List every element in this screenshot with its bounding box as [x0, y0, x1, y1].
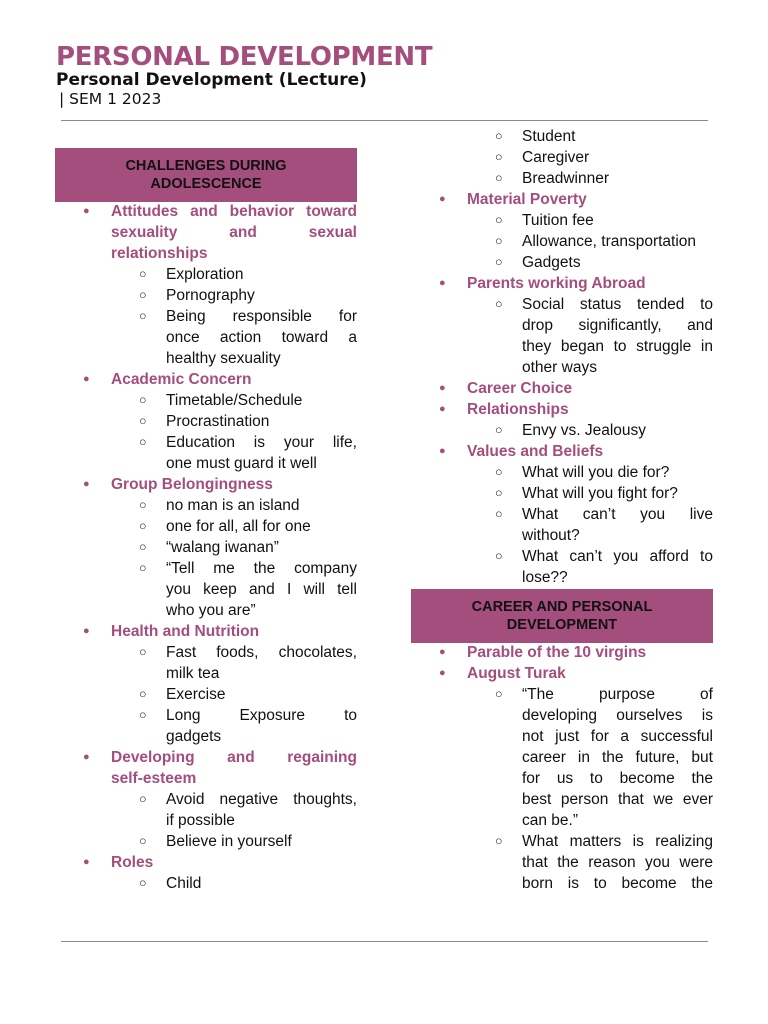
sub-bullet-marker-icon: ○	[495, 507, 503, 521]
word: ever	[682, 791, 713, 808]
sub-bullet-marker-icon: ○	[139, 834, 147, 848]
word: status	[579, 296, 622, 313]
word: is	[253, 434, 265, 451]
item-live-without	[522, 504, 713, 525]
item-tell-me-cont: who you are”	[166, 602, 256, 619]
word: you	[166, 581, 191, 598]
item-turak-quote-cont	[522, 705, 713, 726]
bullet-marker-icon: ●	[439, 382, 446, 394]
word: we	[653, 791, 674, 808]
word: that	[617, 791, 644, 808]
word: us	[556, 770, 574, 787]
item-fight-for: What will you fight for?	[522, 485, 678, 502]
word: they	[522, 338, 552, 355]
word: significantly,	[578, 317, 662, 334]
word: realizing	[655, 833, 713, 850]
item-what-matters	[522, 831, 713, 852]
word: successful	[640, 728, 713, 745]
topic-august-turak: August Turak	[467, 665, 566, 682]
sub-bullet-marker-icon: ○	[495, 687, 503, 701]
word: but	[691, 749, 713, 766]
item-responsible-cont: healthy sexuality	[166, 350, 281, 367]
section-header	[55, 148, 357, 202]
word: action	[219, 329, 262, 346]
item-turak-quote	[522, 684, 713, 705]
item-die-for: What will you die for?	[522, 464, 670, 481]
word: the	[253, 560, 276, 577]
word: Being	[166, 308, 206, 325]
word: struggle	[636, 338, 692, 355]
sub-bullet-marker-icon: ○	[139, 687, 147, 701]
word: What	[522, 548, 559, 565]
word: keep	[203, 581, 237, 598]
word: life,	[332, 434, 357, 451]
item-caregiver: Caregiver	[522, 149, 590, 166]
word: purpose	[598, 686, 655, 703]
word: to	[589, 770, 603, 787]
word: foods,	[216, 644, 259, 661]
document-title: PERSONAL DEVELOPMENT	[56, 42, 433, 72]
section-header-line: CHALLENGES DURING	[125, 158, 287, 174]
word: and	[227, 749, 255, 766]
word: drop	[522, 317, 554, 334]
topic-relationships: Relationships	[467, 401, 569, 418]
sub-bullet-marker-icon: ○	[495, 465, 503, 479]
word: responsible	[232, 308, 312, 325]
sub-bullet-marker-icon: ○	[139, 288, 147, 302]
word: toward	[281, 329, 329, 346]
word: can’t	[582, 506, 616, 523]
word: were	[679, 854, 713, 871]
word: to	[700, 296, 713, 313]
item-one-for-all: one for all, all for one	[166, 518, 311, 535]
word: afford	[649, 548, 689, 565]
word: matters	[569, 833, 622, 850]
sub-bullet-marker-icon: ○	[139, 792, 147, 806]
word: Avoid	[166, 791, 205, 808]
item-turak-quote-cont	[522, 789, 713, 810]
word: best	[522, 791, 552, 808]
left-column	[55, 0, 357, 1024]
sub-bullet-marker-icon: ○	[495, 423, 503, 437]
word: future,	[635, 749, 680, 766]
sub-bullet-marker-icon: ○	[495, 234, 503, 248]
topic-career-choice: Career Choice	[467, 380, 573, 397]
word: sexuality	[111, 224, 178, 241]
bullet-marker-icon: ●	[439, 646, 446, 658]
sub-bullet-marker-icon: ○	[139, 519, 147, 533]
word: is	[632, 833, 644, 850]
item-believe: Believe in yourself	[166, 833, 292, 850]
word: you	[645, 854, 670, 871]
topic-roles: Roles	[111, 854, 154, 871]
word: become	[621, 875, 677, 892]
topic-attitudes-cont	[111, 222, 357, 243]
item-breadwinner: Breadwinner	[522, 170, 610, 187]
item-exploration: Exploration	[166, 266, 244, 283]
item-allowance: Allowance, transportation	[522, 233, 697, 250]
word: negative	[219, 791, 279, 808]
word: of	[700, 686, 713, 703]
item-education	[166, 432, 357, 453]
word: a	[620, 728, 630, 745]
item-afford-to-lose-cont: lose??	[522, 569, 568, 586]
word: Education	[166, 434, 235, 451]
topic-group-belongingness: Group Belongingness	[111, 476, 273, 493]
sub-bullet-marker-icon: ○	[495, 129, 503, 143]
word: your	[283, 434, 314, 451]
sub-bullet-marker-icon: ○	[139, 498, 147, 512]
topic-health-nutrition: Health and Nutrition	[111, 623, 260, 640]
word: “The	[522, 686, 554, 703]
word: to	[613, 338, 627, 355]
topic-values-beliefs: Values and Beliefs	[467, 443, 604, 460]
document-subtitle: Personal Development (Lecture)	[56, 70, 367, 90]
sub-bullet-marker-icon: ○	[495, 297, 503, 311]
word: Attitudes	[111, 203, 179, 220]
word: chocolates,	[278, 644, 357, 661]
bullet-marker-icon: ●	[83, 751, 90, 763]
sub-bullet-marker-icon: ○	[139, 540, 147, 554]
sub-bullet-marker-icon: ○	[139, 309, 147, 323]
bullet-marker-icon: ●	[439, 193, 446, 205]
word: reason	[588, 854, 636, 871]
item-fast-foods	[166, 642, 357, 663]
item-tell-me	[166, 558, 357, 579]
item-live-without-cont: without?	[522, 527, 580, 544]
sub-bullet-marker-icon: ○	[495, 213, 503, 227]
item-afford-to-lose	[522, 546, 713, 567]
word: in	[577, 749, 590, 766]
bullet-marker-icon: ●	[83, 856, 90, 868]
item-exercise: Exercise	[166, 686, 226, 703]
item-pornography: Pornography	[166, 287, 255, 304]
topic-attitudes-cont: relationships	[111, 245, 208, 262]
word: sexual	[308, 224, 357, 241]
item-social-status	[522, 294, 713, 315]
item-gadgets: Gadgets	[522, 254, 581, 271]
word: What	[522, 833, 559, 850]
word: Social	[522, 296, 565, 313]
sub-bullet-marker-icon: ○	[495, 255, 503, 269]
word: you	[640, 506, 666, 523]
item-exposure	[166, 705, 357, 726]
sub-bullet-marker-icon: ○	[139, 393, 147, 407]
right-column	[411, 0, 713, 1024]
item-social-status-cont: other ways	[522, 359, 597, 376]
section-header-line: ADOLESCENCE	[150, 176, 262, 192]
sub-bullet-marker-icon: ○	[495, 171, 503, 185]
word: and	[248, 581, 275, 598]
sub-bullet-marker-icon: ○	[139, 561, 147, 575]
item-what-matters-cont	[522, 852, 713, 873]
word: you	[613, 548, 639, 565]
sub-bullet-marker-icon: ○	[139, 435, 147, 449]
word: career	[522, 749, 566, 766]
word: Exposure	[239, 707, 306, 724]
footer-divider	[61, 941, 708, 942]
item-responsible-cont	[166, 327, 357, 348]
bullet-marker-icon: ●	[83, 625, 90, 637]
topic-material-poverty: Material Poverty	[467, 191, 587, 208]
sub-bullet-marker-icon: ○	[495, 834, 503, 848]
word: thoughts,	[293, 791, 357, 808]
word: regaining	[287, 749, 357, 766]
word: and	[687, 317, 713, 334]
word: that	[522, 854, 548, 871]
bullet-marker-icon: ●	[439, 667, 446, 679]
word: “Tell	[166, 560, 195, 577]
item-tuition: Tuition fee	[522, 212, 594, 229]
item-exposure-cont: gadgets	[166, 728, 222, 745]
item-social-status-cont	[522, 336, 713, 357]
item-fast-foods-cont: milk tea	[166, 665, 220, 682]
item-turak-quote-cont	[522, 726, 713, 747]
section-header	[411, 589, 713, 643]
item-turak-quote-cont	[522, 747, 713, 768]
word: I	[286, 581, 292, 598]
topic-attitudes	[111, 201, 357, 222]
semester-label: | SEM 1 2023	[59, 90, 162, 108]
word: tended	[636, 296, 685, 313]
section-header-line: DEVELOPMENT	[506, 617, 618, 633]
section-header-line: CAREER AND PERSONAL	[471, 599, 653, 615]
word: developing	[522, 707, 597, 724]
item-turak-quote-cont	[522, 768, 713, 789]
word: the	[557, 854, 579, 871]
word: tell	[337, 581, 357, 598]
item-procrastination: Procrastination	[166, 413, 270, 430]
word: person	[560, 791, 609, 808]
word: will	[303, 581, 325, 598]
word: company	[294, 560, 357, 577]
item-what-matters-cont	[522, 873, 713, 894]
word: just	[555, 728, 580, 745]
item-avoid-negative	[166, 789, 357, 810]
item-child: Child	[166, 875, 202, 892]
item-envy-jealousy: Envy vs. Jealousy	[522, 422, 647, 439]
word: and	[190, 203, 218, 220]
sub-bullet-marker-icon: ○	[139, 708, 147, 722]
topic-parable: Parable of the 10 virgins	[467, 644, 647, 661]
sub-bullet-marker-icon: ○	[495, 150, 503, 164]
word: toward	[306, 203, 357, 220]
word: the	[601, 749, 624, 766]
word: Fast	[166, 644, 197, 661]
sub-bullet-marker-icon: ○	[495, 486, 503, 500]
bullet-marker-icon: ●	[83, 373, 90, 385]
word: to	[593, 875, 607, 892]
item-walang-iwanan: “walang iwanan”	[166, 539, 279, 556]
topic-self-esteem	[111, 747, 357, 768]
item-student: Student	[522, 128, 576, 145]
item-responsible	[166, 306, 357, 327]
word: born	[522, 875, 554, 892]
word: the	[691, 875, 713, 892]
item-island: no man is an island	[166, 497, 300, 514]
item-social-status-cont	[522, 315, 713, 336]
item-education-cont: one must guard it well	[166, 455, 317, 472]
topic-self-esteem-cont: self-esteem	[111, 770, 197, 787]
word: live	[689, 506, 713, 523]
item-avoid-negative-cont: if possible	[166, 812, 235, 829]
bullet-marker-icon: ●	[439, 277, 446, 289]
word: once	[166, 329, 200, 346]
word: for	[338, 308, 357, 325]
word: for	[590, 728, 609, 745]
sub-bullet-marker-icon: ○	[495, 549, 503, 563]
word: behavior	[229, 203, 295, 220]
sub-bullet-marker-icon: ○	[139, 645, 147, 659]
bullet-marker-icon: ●	[83, 478, 90, 490]
word: What	[522, 506, 559, 523]
word: is	[567, 875, 579, 892]
word: Developing	[111, 749, 195, 766]
bullet-marker-icon: ●	[439, 403, 446, 415]
word: for	[522, 770, 541, 787]
topic-parents-abroad: Parents working Abroad	[467, 275, 646, 292]
item-tell-me-cont	[166, 579, 357, 600]
word: to	[344, 707, 357, 724]
item-timetable: Timetable/Schedule	[166, 392, 303, 409]
sub-bullet-marker-icon: ○	[139, 267, 147, 281]
item-turak-quote-cont: can be.”	[522, 812, 579, 829]
word: a	[348, 329, 357, 346]
word: in	[700, 338, 713, 355]
word: began	[560, 338, 605, 355]
topic-academic-concern: Academic Concern	[111, 371, 252, 388]
word: the	[691, 770, 713, 787]
word: ourselves	[616, 707, 683, 724]
bullet-marker-icon: ●	[83, 205, 90, 217]
sub-bullet-marker-icon: ○	[139, 876, 147, 890]
word: Long	[166, 707, 201, 724]
sub-bullet-marker-icon: ○	[139, 414, 147, 428]
word: is	[701, 707, 713, 724]
word: to	[700, 548, 713, 565]
word: and	[229, 224, 257, 241]
bullet-marker-icon: ●	[439, 445, 446, 457]
word: can’t	[569, 548, 603, 565]
word: me	[213, 560, 235, 577]
word: not	[522, 728, 544, 745]
word: become	[619, 770, 675, 787]
